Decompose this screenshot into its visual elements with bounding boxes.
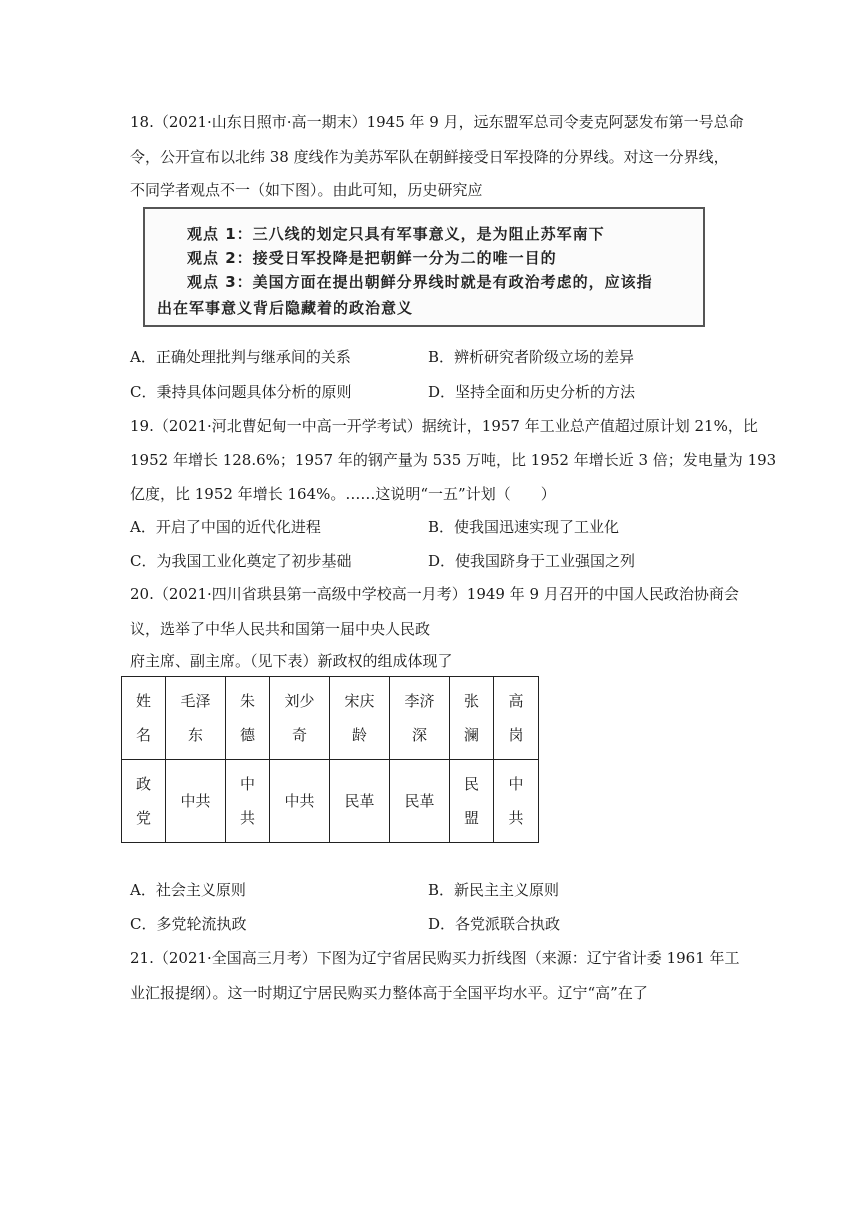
q19-line-3: 亿度，比 1952 年增长 164%。……这说明“一五”计划（ ） bbox=[130, 485, 556, 503]
q20-option-b: B．新民主主义原则 bbox=[428, 881, 560, 899]
q18-viewpoints-image bbox=[143, 207, 705, 327]
viewpoint-3-cont: 出在军事意义背后隐藏着的政治意义 bbox=[157, 299, 414, 317]
q20-option-d: D．各党派联合执政 bbox=[428, 915, 561, 933]
viewpoint-2: 观点 2：接受日军投降是把朝鲜一分为二的唯一目的 bbox=[187, 249, 557, 267]
table-cell: 李济 深 bbox=[390, 677, 450, 760]
q19-option-c: C．为我国工业化奠定了初步基础 bbox=[130, 552, 352, 570]
q20-line-3: 府主席、副主席。（见下表）新政权的组成体现了 bbox=[130, 652, 453, 670]
q18-line-3: 不同学者观点不一（如下图）。由此可知，历史研究应 bbox=[130, 181, 483, 199]
viewpoint-3: 观点 3：美国方面在提出朝鲜分界线时就是有政治考虑的，应该指 bbox=[187, 273, 653, 291]
q18-option-b: B．辨析研究者阶级立场的差异 bbox=[428, 348, 635, 366]
table-cell: 刘少 奇 bbox=[270, 677, 330, 760]
q20-line-1: 20.（2021·四川省珙县第一高级中学校高一月考）1949 年 9 月召开的中国人民政治协商会 bbox=[130, 585, 739, 603]
table-cell: 毛泽 东 bbox=[166, 677, 226, 760]
q18-option-d: D．坚持全面和历史分析的方法 bbox=[428, 383, 636, 401]
q19-option-a: A．开启了中国的近代化进程 bbox=[130, 518, 321, 536]
table-cell: 政 党 bbox=[122, 760, 166, 843]
q18-line-2: 令，公开宣布以北纬 38 度线作为美苏军队在朝鲜接受日军投降的分界线。对这一分界线， bbox=[130, 148, 729, 166]
table-cell: 姓 名 bbox=[122, 677, 166, 760]
q19-option-b: B．使我国迅速实现了工业化 bbox=[428, 518, 620, 536]
q19-line-2: 1952 年增长 128.6%；1957 年的钢产量为 535 万吨，比 1952 年增长近 3 倍；发电量为 193 bbox=[130, 451, 777, 469]
q21-line-1: 21.（2021·全国高三月考）下图为辽宁省居民购买力折线图（来源：辽宁省计委 1961 年工 bbox=[130, 949, 740, 967]
table-row-parties bbox=[122, 760, 539, 843]
q18-option-c: C．秉持具体问题具体分析的原则 bbox=[130, 383, 352, 401]
q18-option-a: A．正确处理批判与继承间的关系 bbox=[130, 348, 351, 366]
table-cell: 朱 德 bbox=[226, 677, 270, 760]
table-row-names bbox=[122, 677, 539, 760]
viewpoint-1: 观点 1：三八线的划定只具有军事意义，是为阻止苏军南下 bbox=[187, 225, 605, 243]
table-cell: 民革 bbox=[390, 760, 450, 843]
q19-option-d: D．使我国跻身于工业强国之列 bbox=[428, 552, 636, 570]
table-cell: 宋庆 龄 bbox=[330, 677, 390, 760]
table-cell: 民革 bbox=[330, 760, 390, 843]
leaders-table bbox=[121, 676, 539, 843]
table-cell: 张 澜 bbox=[450, 677, 494, 760]
q18-line-1: 18.（2021·山东日照市·高一期末）1945 年 9 月，远东盟军总司令麦克阿瑟发布第一号总命 bbox=[130, 113, 744, 131]
table-cell: 高 岗 bbox=[494, 677, 539, 760]
q20-option-a: A．社会主义原则 bbox=[130, 881, 246, 899]
q21-line-2: 业汇报提纲）。这一时期辽宁居民购买力整体高于全国平均水平。辽宁“高”在了 bbox=[130, 984, 648, 1002]
q20-line-2: 议，选举了中华人民共和国第一届中央人民政 bbox=[130, 620, 431, 638]
table-cell: 民 盟 bbox=[450, 760, 494, 843]
q19-line-1: 19.（2021·河北曹妃甸一中高一开学考试）据统计，1957 年工业总产值超过原计划 21%，比 bbox=[130, 417, 758, 435]
table-cell: 中共 bbox=[166, 760, 226, 843]
q20-option-c: C．多党轮流执政 bbox=[130, 915, 247, 933]
table-cell: 中 共 bbox=[226, 760, 270, 843]
table-cell: 中共 bbox=[270, 760, 330, 843]
table-cell: 中 共 bbox=[494, 760, 539, 843]
